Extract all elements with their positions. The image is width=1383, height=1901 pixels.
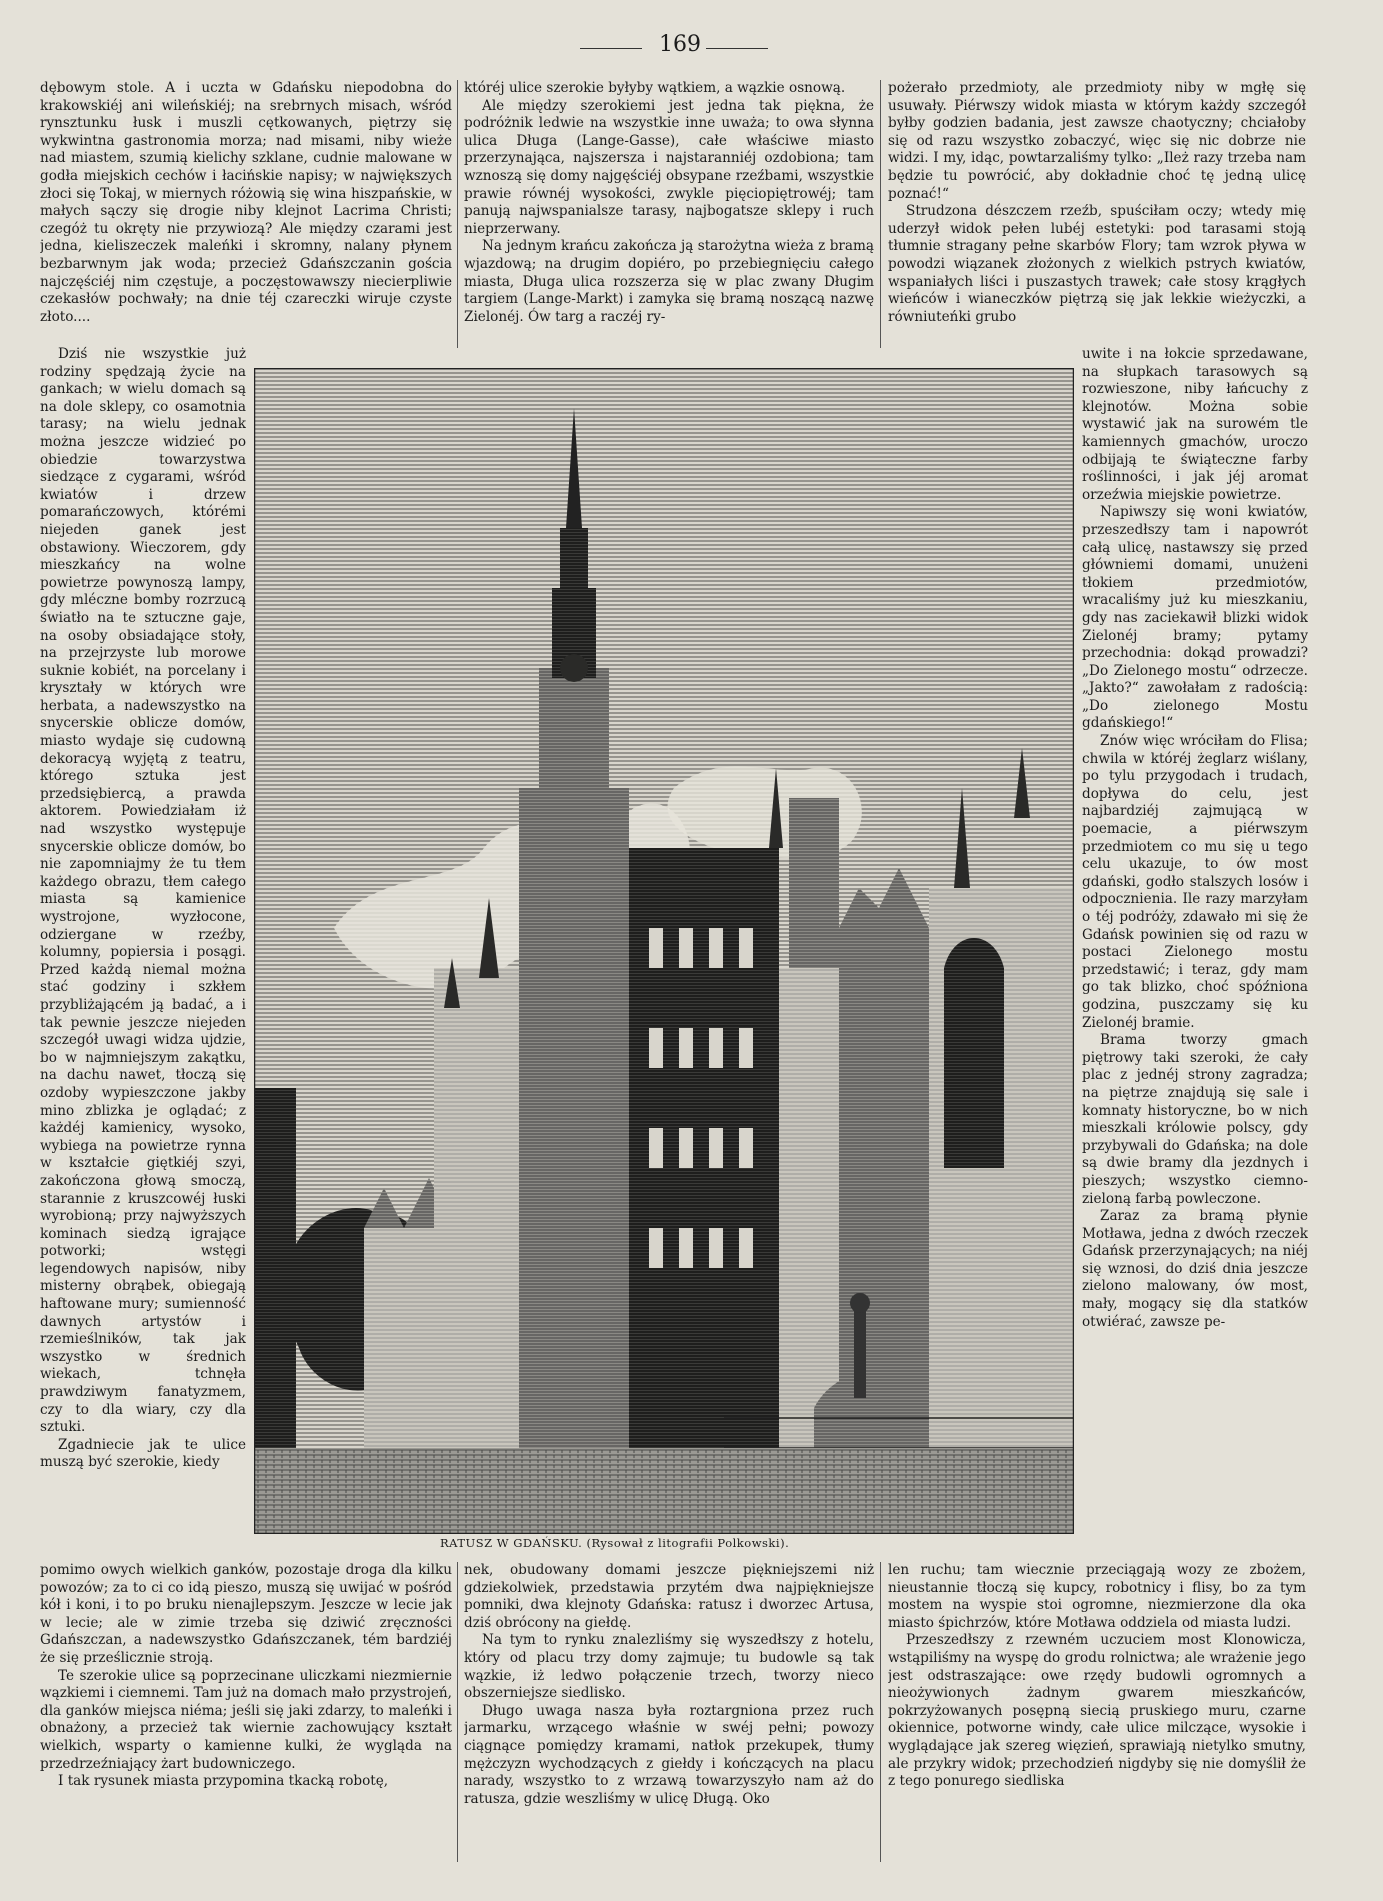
paragraph: Długo uwaga nasza była roztargniona przez ruch jarmarku, wrzącego właśnie w swéj pełni; powozy ciągnące pomiędzy kramami, natłok przekupek, tłumy mężczyzn wychodzących z giełdy i kończących na placu narady, wszystko to z wrzawą towarzyszyło nam aż do ratusza, gdzie weszliśmy w ulicę Długą. Oko [464, 1702, 874, 1807]
engraving-town-hall [254, 368, 1074, 1538]
paragraph: I tak rysunek miasta przypomina tkacką robotę, [58, 1773, 389, 1790]
paragraph: Ale między szerokiemi jest jedna tak piękna, że podróżnik ledwie na wszystkie inne uważa; to owa słynna ulica Długa (Lange-Gasse), całe właściwe miasto przerzynająca, najszersza i najstaranniéj ozdobiona; tam wznoszą się domy najgęściéj obsypane rzeźbami, wszystkie prawie równéj wysokości, zwykle pięciopiętrowéj; tam panują najwspanialsze tarasy, najbogatsze sklepy i ruch nieprzerwany. [464, 97, 874, 237]
column-bottom-1 [40, 1562, 452, 1862]
paragraph: Te szerokie ulice są poprzecinane uliczkami niezmiernie wązkiemi i ciemnemi. Tam już na domach mało przystrojeń, dla ganków miejsca niéma; jeśli się jaki zdarzy, to maleńki i obnażony, a przecież tak wiernie zachowujący kształt wielkich, wsparty o kamienne kulki, że wygląda na przedrzeźniający żart budowniczego. [40, 1667, 452, 1772]
page-number: 169 [659, 32, 701, 57]
column-bottom-2 [464, 1562, 874, 1862]
paragraph: Na tym to rynku znalezliśmy się wyszedłszy z hotelu, który od placu trzy domy zajmuje; tu budowle są tak wązkie, iż ledwo połączenie trzech, tworzy nieco obszerniejsze siedlisko. [464, 1632, 874, 1702]
paragraph: dębowym stole. A i uczta w Gdańsku niepodobna do krakowskiéj ani wileńskiéj; na srebrnych misach, wśród rynsztunku łusk i muszli cętkowanych, piętrzy się wykwintna gastronomia morza; nad misami, niby wieże nad miastem, szumią kielichy szklane, cudnie malowane w godła miejskich cechów i łacińskie napisy; w największych złoci się Tokaj, w miernych różowią się wina hiszpańskie, w małych sączy się drogie niby klejnot Lacrima Christi; czegóż tu okręty nie przywiozą? Ale między czarami jest jedna, kieliszeczek maleńki i skromny, nalany płynem bezbarwnym jak woda; przecież Gdańszczanin gościa najczęściéj nim częstuje, a poczęstowawszy niecierpliwie czekasłów pochwały; na dnie téj czareczki wiruje czyste złoto.... [40, 80, 452, 325]
column-bottom-3 [888, 1562, 1306, 1862]
paragraph: Przeszedłszy z rzewném uczuciem most Klonowicza, wstąpiliśmy na wyspę do grodu rolnictwa; ale wrażenie jego jest odstraszające: owe rzędy budowli ogromnych a nieożywionych żadnym gwarem mieszkańców, pokrzyżowanych posępną siecią pruskiego muru, czarne okiennice, potworne windy, całe ulice milczące, wysokie i wyglądające jak szereg więzień, sprawiają nietylko smutny, ale przykry widok; przechodzień nigdyby się nie domyślił że z tego ponurego siedliska [888, 1632, 1306, 1790]
header-rule-left [580, 48, 642, 49]
paragraph: nek, obudowany domami jeszcze piękniejszemi niż gdziekolwiek, przedstawia przytém dwa najpiękniejsze pomniki, dwa klejnoty Gdańska: ratusz i dworzec Artusa, dziś obrócony na giełdę. [464, 1562, 874, 1631]
paragraph: Strudzona dészczem rzeźb, spuściłam oczy; wtedy mię uderzył widok pełen lubéj estetyki: pod tarasami stoją tłumnie stragany pełne skarbów Flory; tam wzrok pływa w powodzi wiązanek złożonych z wielkich pstrych kwiatów, wspaniałych liści i puszastych trawek; całe stosy krągłych wieńców i wianeczków piętrzą się jak lekkie wieżyczki, a równiuteńki grubo [888, 203, 1306, 325]
paragraph: Zaraz za bramą płynie Motława, jedna z dwóch rzeczek Gdańsk przerzynających; na niéj się wznosi, do dziś dnia jeszcze zielono malowany, ów most, mały, mogący się dla statków otwiérać, zawsze pe- [1082, 1208, 1308, 1330]
column-divider [457, 80, 458, 348]
paragraph: któréj ulice szerokie byłyby wątkiem, a wązkie osnową. [464, 80, 846, 96]
column-divider [880, 80, 881, 348]
column-top-2 [464, 80, 874, 342]
paragraph: Na jednym krańcu zakończa ją starożytna wieża z bramą wjazdową; na drugim dopiéro, po przebiegnięciu całego miasta, Długa ulica rozszerza się w plac zwany Długim targiem (Lange-Markt) i zamyka się bramą noszącą nazwę Zielonéj. Ów targ a raczéj ry- [464, 238, 874, 325]
column-top-3 [888, 80, 1306, 342]
paragraph: Dziś nie wszystkie już rodziny spędzają życie na gankach; w wielu domach są na dole sklepy, co osamotnia tarasy; na wielu jednak można jeszcze widzieć po obiedzie towarzystwa siedzące z cygarami, wśród kwiatów i drzew pomarańczowych, którémi niejeden ganek jest obstawiony. Wieczorem, gdy mieszkańcy na wolne powietrze powynoszą lampy, gdy mléczne bomby rozrzucą światło na te sztuczne gaje, na osoby obsiadające stoły, na przejrzyste lub morowe suknie kobiét, na porcelany i kryształy w których wre herbata, a nadewszystko na snycerskie oblicze domów, miasto wydaje się cudowną dekoracyą wyjętą z teatru, którego sztuka jest przedsiębiercą, a prawda aktorem. Powiedziałam iż nad wszystko występuje snycerskie oblicze domów, bo nie zapomniajmy że tu tłem każdego obrazu, tłem całego miasta są kamienice wystrojone, wyzłocone, odziergane w rzeźby, kolumny, popiersia i posągi. Przed każdą niemal można stać godziny i szkłem przybliżającém ją badać, a i tak pewnie jeszcze niejeden szczegół uwagi widza ujdzie, bo w najmniejszym zakątku, na dachu nawet, tłoczą się ozdoby wypieszczone jakby mino zblizka je oglądać; z każdéj kamienicy, wysoko, wybiega na powietrze rynna w kształcie giętkiéj szyi, zakończona głową smoczą, starannie z kruszcowéj łuski wyrobioną; przy najwyższych kominach siedzą igrające potworki; wstęgi legendowych napisów, niby misterny obrąbek, obiegają haftowane mury; sumienność dawnych artystów i rzemieślników, tak jak wszystko w średnich wiekach, tchnęła prawdziwym fanatyzmem, czy to dla wiary, czy dla sztuki. [40, 346, 246, 1436]
paragraph: Napiwszy się woni kwiatów, przeszedłszy tam i napowrót całą ulicę, nastawszy się przed główniemi domami, unużeni tłokiem przedmiotów, wracaliśmy już ku mieszkaniu, gdy nas zaciekawił blizki widok Zielonéj bramy; pytamy przechodnia: dokąd prowadzi? „Do Zielonego mostu“ odrzecze. „Jakto?“ zawołałam z radością: „Do zielonego Mostu gdańskiego!“ [1082, 504, 1308, 732]
column-right-side [1082, 346, 1308, 1560]
paragraph: len ruchu; tam wiecznie przeciągają wozy ze zbożem, nieustannie tłoczą się kupcy, robotnicy i flisy, bo za tym mostem na wyspie stoi ogromne, niezmierzone dla oka miasto śpichrzów, które Motława oddziela od miasta ludzi. [888, 1562, 1306, 1631]
paragraph: Znów więc wróciłam do Flisa; chwila w któréj żeglarz wiślany, po tylu przygodach i trudach, dopływa do celu, jest najbardziéj zajmującą w poemacie, a piérwszym przedmiotem co mu się u tego celu ukazuje, to ów most gdański, godło stalszych losów i odpocznienia. Ile razy marzyłam o téj podróży, zdawało mi się że Gdańsk powinien się od razu w postaci Zielonego mostu przedstawić; i teraz, gdy mam go tak blizko, choć spóźniona godzina, puszczamy się ku Zielonéj bramie. [1082, 733, 1308, 1031]
header-rule-right [706, 48, 768, 49]
page-header [0, 30, 1383, 60]
column-divider [457, 1562, 458, 1862]
column-top-1 [40, 80, 452, 342]
paragraph: uwite i na łokcie sprzedawane, na słupkach tarasowych są rozwieszone, niby łańcuchy z klejnotów. Można sobie wystawić jak na surowém tle kamiennych gmachów, uroczo odbijają te świąteczne farby roślinności, i jak jéj aromat orzeźwia miejskie powietrze. [1082, 346, 1308, 503]
column-left-side [40, 346, 246, 1560]
paragraph: Zgadniecie jak te ulice muszą być szerokie, kiedy [40, 1436, 246, 1471]
figure-caption: RATUSZ W GDAŃSKU. (Rysował z litografii Polkowski). [440, 1536, 790, 1550]
paragraph: Brama tworzy gmach piętrowy taki szeroki, że cały plac z jednéj strony zagradza; na piętrze znajdują się sale i komnaty historyczne, bo w nich mieszkali królowie polscy, gdy przybywali do Gdańska; na dole są dwie bramy dla jezdnych i pieszych; wszystko ciemno-zieloną farbą powleczone. [1082, 1032, 1308, 1207]
paragraph: pożerało przedmioty, ale przedmioty niby w mgłę się usuwały. Piérwszy widok miasta w którym każdy szczegół byłby godzien badania, jest zawsze chaotyczny; chciałoby się od razu wszystko zobaczyć, więc się nic dobrze nie widzi. I my, idąc, powtarzaliśmy tylko: „Ileż razy trzeba nam będzie tu powrócić, aby dokładnie choć tę jedną ulicę poznać!“ [888, 80, 1306, 202]
column-divider [880, 1562, 881, 1862]
paragraph: pomimo owych wielkich ganków, pozostaje droga dla kilku powozów; za to ci co idą pieszo, muszą się uwijać w pośród kół i koni, i to po bruku nienajlepszym. Jeszcze w lecie jak w lecie; ale w zimie trzeba się dziwić zręczności Gdańszczan, a nadewszystko Gdańszczanek, tém bardziéj że się prześlicznie stroją. [40, 1562, 452, 1666]
